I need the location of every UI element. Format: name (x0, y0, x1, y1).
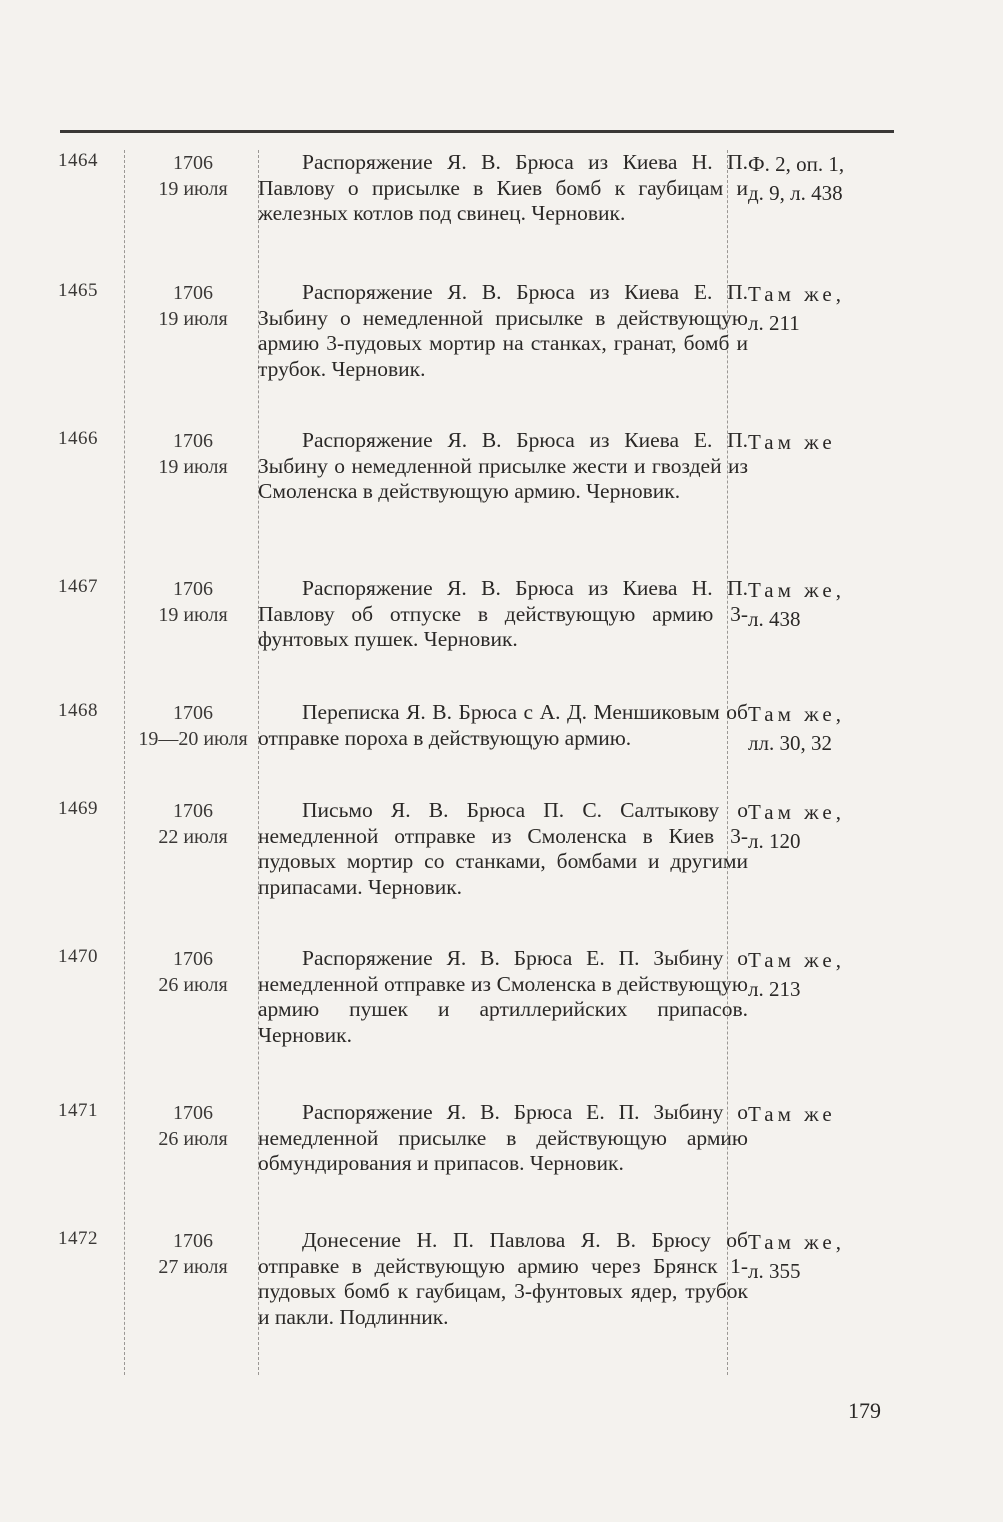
entry-reference (748, 150, 898, 280)
entry-day: 19—20 июля (138, 728, 248, 750)
table-row (58, 280, 898, 428)
table-row (58, 576, 898, 700)
entry-year: 1706 (173, 430, 213, 452)
entry-reference (748, 946, 898, 1100)
entry-description: Распоряжение Я. В. Брюса Е. П. Зыбину о немедленной отправке из Смоленска в действующую армию пушек и артиллерийских припасов. Черновик. (258, 946, 748, 1047)
entry-reference (748, 428, 898, 576)
reference-line: Там же, (748, 800, 845, 824)
document-registry-table (58, 150, 898, 1368)
reference-line: Там же (748, 1102, 836, 1126)
entry-description: Распоряжение Я. В. Брюса из Киева Н. П. Павлову об отпуске в действующую армию 3-фунтовых пушек. Черновик. (258, 576, 748, 651)
entry-description: Письмо Я. В. Брюса П. С. Салтыкову о немедленной отправке из Смоленска в Киев 3-пудовых мортир со станками, бомбами и другими припасами. Черновик. (258, 798, 748, 899)
entry-reference (748, 1100, 898, 1228)
entry-number: 1464 (58, 150, 98, 171)
entry-number: 1472 (58, 1228, 98, 1249)
entry-date (128, 576, 258, 700)
reference-line: Там же, (748, 282, 845, 306)
entry-year: 1706 (173, 800, 213, 822)
reference-line: л. 120 (748, 829, 801, 853)
entry-number: 1471 (58, 1100, 98, 1121)
entry-number: 1466 (58, 428, 98, 449)
entry-day: 19 июля (158, 604, 228, 626)
entry-day: 22 июля (158, 826, 228, 848)
entry-year: 1706 (173, 702, 213, 724)
table-row (58, 150, 898, 280)
entry-number: 1469 (58, 798, 98, 819)
entry-reference (748, 280, 898, 428)
entry-day: 27 июля (158, 1256, 228, 1278)
entry-year: 1706 (173, 152, 213, 174)
entry-number: 1470 (58, 946, 98, 967)
reference-line: лл. 30, 32 (748, 731, 832, 755)
table-row (58, 798, 898, 946)
entry-description: Распоряжение Я. В. Брюса из Киева Н. П. Павлову о присылке в Киев бомб к гаубицам и железных котлов под свинец. Черновик. (258, 150, 748, 225)
reference-line: Там же, (748, 1230, 845, 1254)
entry-description: Распоряжение Я. В. Брюса из Киева Е. П. Зыбину о немедленной присылке жести и гвоздей из Смоленска в действующую армию. Черновик. (258, 428, 748, 503)
entry-day: 19 июля (158, 178, 228, 200)
entry-date (128, 150, 258, 280)
entry-date (128, 700, 258, 798)
entry-date (128, 1228, 258, 1368)
entry-day: 26 июля (158, 1128, 228, 1150)
entry-number: 1468 (58, 700, 98, 721)
entry-day: 26 июля (158, 974, 228, 996)
entry-year: 1706 (173, 1102, 213, 1124)
entry-reference (748, 576, 898, 700)
entry-reference (748, 1228, 898, 1368)
header-rule (60, 130, 894, 133)
reference-line: л. 355 (748, 1259, 801, 1283)
entry-reference (748, 700, 898, 798)
entry-year: 1706 (173, 282, 213, 304)
entry-year: 1706 (173, 578, 213, 600)
entry-number: 1467 (58, 576, 98, 597)
table-row (58, 946, 898, 1100)
reference-line: Там же, (748, 578, 845, 602)
entry-year: 1706 (173, 948, 213, 970)
entry-year: 1706 (173, 1230, 213, 1252)
entry-description: Донесение Н. П. Павлова Я. В. Брюсу об отправке в действующую армию через Брянск 1-пудовых бомб к гаубицам, 3-фунтовых ядер, трубок и пакли. Подлинник. (258, 1228, 748, 1329)
entry-day: 19 июля (158, 456, 228, 478)
reference-line: Ф. 2, оп. 1, (748, 152, 845, 176)
entry-description: Распоряжение Я. В. Брюса Е. П. Зыбину о немедленной присылке в действующую армию обмундирования и припасов. Черновик. (258, 1100, 748, 1175)
entry-date (128, 1100, 258, 1228)
entry-date (128, 280, 258, 428)
entry-description: Распоряжение Я. В. Брюса из Киева Е. П. Зыбину о немедленной присылке в действующую армию 3-пудовых мортир на станках, гранат, бомб и трубок. Черновик. (258, 280, 748, 381)
entry-date (128, 798, 258, 946)
entry-number: 1465 (58, 280, 98, 301)
reference-line: л. 211 (748, 311, 800, 335)
reference-line: л. 213 (748, 977, 801, 1001)
reference-line: Там же, (748, 702, 845, 726)
reference-line: Там же, (748, 948, 845, 972)
table-row (58, 428, 898, 576)
entry-date (128, 428, 258, 576)
entry-reference (748, 798, 898, 946)
reference-line: Там же (748, 430, 836, 454)
reference-line: д. 9, л. 438 (748, 181, 843, 205)
entry-description: Переписка Я. В. Брюса с А. Д. Меншиковым об отправке пороха в действующую армию. (258, 700, 748, 750)
entry-date (128, 946, 258, 1100)
reference-line: л. 438 (748, 607, 801, 631)
table-row (58, 1228, 898, 1368)
table-row (58, 1100, 898, 1228)
page-number: 179 (848, 1398, 881, 1423)
table-row (58, 700, 898, 798)
entry-day: 19 июля (158, 308, 228, 330)
